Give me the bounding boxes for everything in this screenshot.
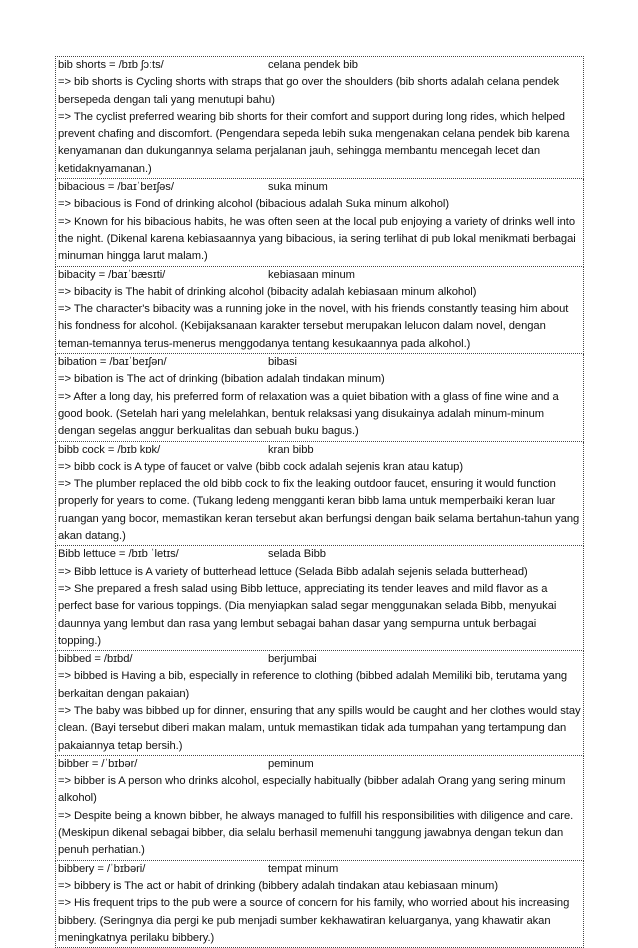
definition: => bibacity is The habit of drinking alcohol (bibacity adalah kebiasaan minum alkohol) (58, 285, 477, 298)
headword-pronunciation: Bibb lettuce = /bɪb ˈletɪs/ (58, 548, 179, 561)
entry-heading (58, 267, 581, 284)
translation: kebiasaan minum (268, 268, 355, 281)
example-sentence: => Despite being a known bibber, he always managed to fulfill his responsibilities with diligence and care. (Meskipun dikenal sebagai bibber, dia selalu berhasil memenuhi tanggung jawabnya dengan tekun dan penuh perhatian.) (58, 809, 574, 857)
headword-pronunciation: bibbery = /ˈbɪbəri/ (58, 862, 146, 875)
glossary-entry (55, 442, 584, 547)
headword-pronunciation: bibation = /baɪˈbeɪʃən/ (58, 356, 167, 369)
entry-heading (58, 57, 581, 74)
example-sentence: => The plumber replaced the old bibb cock to fix the leaking outdoor faucet, ensuring it would function properly for years to come. (Tukang ledeng mengganti keran bibb lama untuk memperbaiki keran luar ruangan yang bocor, memastikan keran tersebut akan berfungsi dengan baik selama bertahun-tahun yang akan datang.) (58, 478, 580, 543)
entry-heading (58, 651, 581, 668)
translation: kran bibb (268, 443, 314, 456)
glossary-entry (55, 267, 584, 354)
glossary-entry (55, 651, 584, 756)
headword-pronunciation: bibber = /ˈbɪbər/ (58, 757, 138, 770)
translation: bibasi (268, 356, 297, 369)
translation: berjumbai (268, 653, 317, 666)
definition: => bibacious is Fond of drinking alcohol (bibacious adalah Suka minum alkohol) (58, 198, 450, 211)
entry-heading (58, 179, 581, 196)
headword-pronunciation: bibbed = /bɪbd/ (58, 653, 133, 666)
headword-pronunciation: bibb cock = /bɪb kɒk/ (58, 443, 161, 456)
headword-pronunciation: bib shorts = /bɪb ʃɔːts/ (58, 59, 164, 71)
definition: => bibation is The act of drinking (bibation adalah tindakan minum) (58, 373, 385, 386)
definition: => bibbed is Having a bib, especially in reference to clothing (bibbed adalah Memiliki bib, terutama yang berkaitan dengan pakaian) (58, 670, 568, 700)
definition: => bibb cock is A type of faucet or valve (bibb cock adalah sejenis kran atau katup) (58, 460, 464, 473)
entry-heading (58, 546, 581, 563)
example-sentence: => She prepared a fresh salad using Bibb lettuce, appreciating its tender leaves and mild flavor as a perfect base for various toppings. (Dia menyiapkan salad segar menggunakan selada Bibb, menyukai daunnya yang lembut dan rasa yang lembut sebagai bahan dasar yang sempurna untuk berbagai topping.) (58, 582, 557, 647)
definition: => bibber is A person who drinks alcohol, especially habitually (bibber adalah Orang yang sering minum alkohol) (58, 775, 566, 805)
glossary-page (55, 56, 584, 948)
glossary-entry (55, 56, 584, 179)
entry-heading (58, 861, 581, 878)
entry-heading (58, 756, 581, 773)
headword-pronunciation: bibacious = /baɪˈbeɪʃəs/ (58, 181, 174, 194)
glossary-entry (55, 354, 584, 441)
example-sentence: => His frequent trips to the pub were a source of concern for his family, who worried about his increasing bibbery. (Seringnya dia pergi ke pub menjadi sumber kekhawatiran keluarganya, yang khawatir akan meningkatnya perilaku bibbery.) (58, 897, 570, 944)
example-sentence: => The character's bibacity was a running joke in the novel, with his friends constantly teasing him about his fondness for alcohol. (Kebijaksanaan karakter tersebut merupakan lelucon dalam novel, dengan teman-temannya terus-menerus menggodanya tentang kesukaannya pada alkohol.) (58, 303, 569, 350)
example-sentence: => The cyclist preferred wearing bib shorts for their comfort and support during long rides, which helped prevent chafing and discomfort. (Pengendara sepeda lebih suka mengenakan celana pendek bib karena kenyamanan dan dukungannya selama perjalanan jauh, sehingga membantu mencegah lecet dan ketidaknyamanan.) (58, 110, 570, 175)
entry-heading (58, 354, 581, 371)
example-sentence: => After a long day, his preferred form of relaxation was a quiet bibation with a glass of fine wine and a good book. (Setelah hari yang melelahkan, bentuk relaksasi yang disukainya adalah minum-minum dengan segelas anggur berkualitas dan sebuah buku bagus.) (58, 390, 559, 438)
translation: peminum (268, 757, 314, 770)
glossary-entry (55, 546, 584, 651)
translation: celana pendek bib (268, 59, 358, 71)
headword-pronunciation: bibacity = /baɪˈbæsɪti/ (58, 268, 166, 281)
translation: tempat minum (268, 862, 339, 875)
glossary-entry (55, 861, 584, 948)
example-sentence: => The baby was bibbed up for dinner, ensuring that any spills would be caught and her clothes would stay clean. (Bayi tersebut diberi makan malam, untuk memastikan tidak ada tumpahan yang tertampung dan pakaiannya tetap bersih.) (58, 704, 581, 752)
definition: => bibbery is The act or habit of drinking (bibbery adalah tindakan atau kebiasaan minum) (58, 879, 499, 892)
entry-heading (58, 442, 581, 459)
glossary-entry (55, 179, 584, 266)
definition: => Bibb lettuce is A variety of butterhead lettuce (Selada Bibb adalah sejenis selada butterhead) (58, 565, 528, 578)
translation: selada Bibb (268, 548, 326, 561)
example-sentence: => Known for his bibacious habits, he was often seen at the local pub enjoying a variety of drinks well into the night. (Dikenal karena kebiasaannya yang bibacious, ia sering terlihat di pub lokal menikmati berbagai minuman hingga larut malam.) (58, 215, 576, 263)
definition: => bib shorts is Cycling shorts with straps that go over the shoulders (bib shorts adalah celana pendek bersepeda dengan tali yang menutupi bahu) (58, 76, 560, 106)
translation: suka minum (268, 181, 328, 194)
glossary-entry (55, 756, 584, 861)
